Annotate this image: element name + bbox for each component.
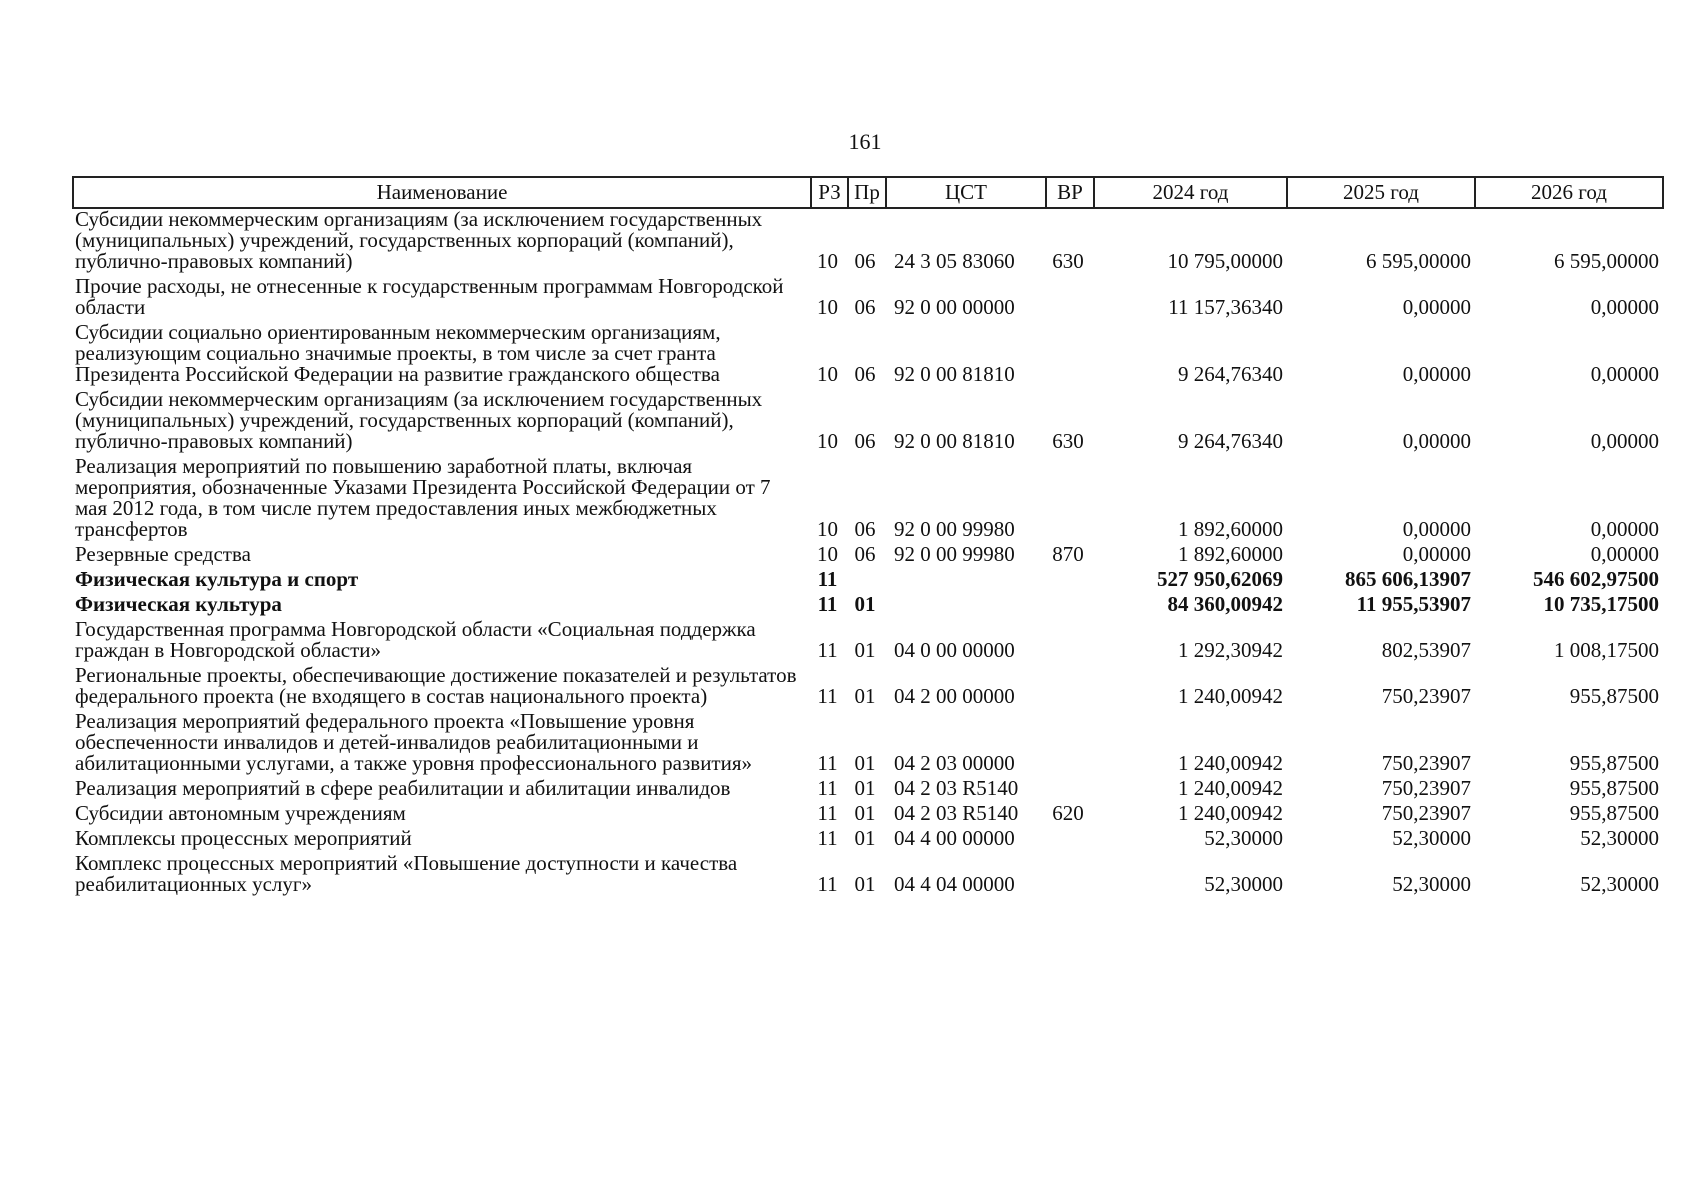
cell-cst: 92 0 00 81810: [894, 429, 1015, 453]
cell-2025: 52,30000: [1392, 872, 1471, 896]
cell-name: Физическая культура и спорт: [75, 567, 359, 591]
cell-name: Физическая культура: [75, 592, 282, 616]
cell-cst: 04 2 00 00000: [894, 684, 1015, 708]
cell-rz: 11: [817, 872, 838, 896]
header-2025: 2025 год: [1287, 177, 1475, 208]
cell-cst: 04 4 00 00000: [894, 826, 1015, 850]
cell-cst: 04 2 03 R5140: [894, 801, 1019, 825]
cell-2025: 750,23907: [1381, 776, 1471, 800]
cell-name: Реализация мероприятий в сфере реабилитации и абилитации инвалидов: [75, 776, 731, 800]
cell-vr: 630: [1052, 429, 1084, 453]
cell-rz: 10: [817, 295, 838, 319]
table-row: [73, 594, 1663, 619]
cell-name: Резервные средства: [75, 542, 251, 566]
cell-2026: 10 735,17500: [1543, 592, 1659, 616]
cell-2025: 865 606,13907: [1345, 567, 1471, 591]
header-2026: 2026 год: [1475, 177, 1663, 208]
cell-pr: 01: [854, 801, 876, 825]
cell-cst: [886, 569, 1046, 594]
cell-pr: 01: [854, 592, 876, 616]
cell-vr: 630: [1052, 249, 1084, 273]
cell-pr: 01: [854, 872, 876, 896]
table-row: [73, 389, 1663, 456]
cell-cst: 92 0 00 99980: [894, 517, 1015, 541]
cell-name: Субсидии автономным учреждениям: [75, 801, 406, 825]
cell-vr: [1046, 276, 1094, 322]
cell-rz: 11: [817, 776, 838, 800]
header-cst: ЦСТ: [886, 177, 1046, 208]
cell-2026: 955,87500: [1569, 776, 1659, 800]
cell-name: Государственная программа Новгородской области «Социальная поддержка граждан в Новгородской области»: [75, 617, 756, 662]
cell-cst: 04 0 00 00000: [894, 638, 1015, 662]
cell-2025: 750,23907: [1381, 801, 1471, 825]
cell-rz: 10: [817, 542, 838, 566]
cell-2025: 750,23907: [1381, 751, 1471, 775]
cell-2026: 52,30000: [1580, 826, 1659, 850]
cell-2026: 6 595,00000: [1554, 249, 1659, 273]
cell-pr: 06: [854, 429, 876, 453]
cell-2025: 750,23907: [1381, 684, 1471, 708]
cell-2024: 1 240,00942: [1178, 801, 1283, 825]
cell-pr: 06: [854, 542, 876, 566]
cell-2026: 1 008,17500: [1554, 638, 1659, 662]
cell-rz: 11: [817, 751, 838, 775]
header-vr: ВР: [1046, 177, 1094, 208]
cell-2024: 1 292,30942: [1178, 638, 1283, 662]
cell-rz: 10: [817, 362, 838, 386]
cell-name: Комплексы процессных мероприятий: [75, 826, 412, 850]
header-pr: Пр: [848, 177, 886, 208]
cell-2024: 9 264,76340: [1178, 362, 1283, 386]
table-header: [73, 177, 1663, 208]
cell-vr: [1046, 778, 1094, 803]
cell-pr: 01: [854, 638, 876, 662]
table-row: [73, 711, 1663, 778]
cell-name: Субсидии социально ориентированным некоммерческим организациям, реализующим социально значимые проекты, в том числе за счет гранта Президента Российской Федерации на развитие гражданского общества: [75, 320, 721, 386]
cell-2026: 546 602,97500: [1533, 567, 1659, 591]
cell-pr: 01: [854, 776, 876, 800]
cell-2026: 0,00000: [1590, 429, 1659, 453]
table-row: [73, 828, 1663, 853]
budget-table-container: [72, 176, 1662, 899]
header-name: Наименование: [73, 177, 811, 208]
table-row: [73, 569, 1663, 594]
cell-rz: 11: [817, 638, 838, 662]
cell-vr: [1046, 456, 1094, 544]
cell-pr: 06: [854, 362, 876, 386]
table-row: [73, 619, 1663, 665]
table-row: [73, 853, 1663, 899]
cell-name: Субсидии некоммерческим организациям (за исключением государственных (муниципальных) учреждений, государственных корпораций (компаний), публично-правовых компаний): [75, 387, 763, 453]
cell-cst: 92 0 00 99980: [894, 542, 1015, 566]
cell-vr: [1046, 322, 1094, 389]
cell-vr: 620: [1052, 801, 1084, 825]
cell-2025: 802,53907: [1381, 638, 1471, 662]
cell-cst: 04 4 04 00000: [894, 872, 1015, 896]
cell-2025: 0,00000: [1402, 542, 1471, 566]
cell-cst: 92 0 00 00000: [894, 295, 1015, 319]
cell-rz: 10: [817, 517, 838, 541]
cell-2025: 6 595,00000: [1366, 249, 1471, 273]
cell-2024: 11 157,36340: [1168, 295, 1283, 319]
cell-rz: 11: [817, 592, 838, 616]
table-row: [73, 456, 1663, 544]
cell-2026: 52,30000: [1580, 872, 1659, 896]
cell-cst: 24 3 05 83060: [894, 249, 1015, 273]
cell-2024: 1 892,60000: [1178, 542, 1283, 566]
cell-2024: 1 240,00942: [1178, 776, 1283, 800]
cell-cst: 04 2 03 R5140: [894, 776, 1019, 800]
cell-rz: 10: [817, 429, 838, 453]
table-row: [73, 665, 1663, 711]
cell-vr: [1046, 828, 1094, 853]
cell-2025: 0,00000: [1402, 517, 1471, 541]
cell-pr: 01: [854, 684, 876, 708]
cell-name: Комплекс процессных мероприятий «Повышение доступности и качества реабилитационных услуг»: [75, 851, 738, 896]
cell-2024: 84 360,00942: [1167, 592, 1283, 616]
cell-2024: 52,30000: [1204, 872, 1283, 896]
cell-2026: 955,87500: [1569, 801, 1659, 825]
cell-2026: 0,00000: [1590, 517, 1659, 541]
cell-2024: 10 795,00000: [1167, 249, 1283, 273]
cell-vr: [1046, 711, 1094, 778]
cell-pr: 01: [854, 751, 876, 775]
cell-vr: [1046, 569, 1094, 594]
table-row: [73, 208, 1663, 276]
budget-table: [72, 176, 1664, 899]
cell-2024: 527 950,62069: [1157, 567, 1283, 591]
cell-vr: 870: [1052, 542, 1084, 566]
page-number: 161: [848, 129, 882, 154]
cell-2024: 1 240,00942: [1178, 751, 1283, 775]
table-row: [73, 803, 1663, 828]
cell-rz: 11: [817, 826, 838, 850]
cell-2025: 0,00000: [1402, 429, 1471, 453]
cell-vr: [1046, 665, 1094, 711]
header-rz: РЗ: [811, 177, 848, 208]
cell-rz: 11: [817, 684, 838, 708]
cell-name: Прочие расходы, не отнесенные к государственным программам Новгородской области: [75, 274, 784, 319]
cell-pr: 01: [854, 826, 876, 850]
table-row: [73, 276, 1663, 322]
cell-2024: 1 240,00942: [1178, 684, 1283, 708]
cell-vr: [1046, 853, 1094, 899]
cell-name: Реализация мероприятий федерального проекта «Повышение уровня обеспеченности инвалидов и детей-инвалидов реабилитационными и абилитационными услугами, а также уровня профессионального развития»: [75, 709, 753, 775]
cell-2026: 955,87500: [1569, 751, 1659, 775]
cell-2025: 52,30000: [1392, 826, 1471, 850]
cell-pr: [848, 569, 886, 594]
cell-2026: 955,87500: [1569, 684, 1659, 708]
cell-rz: 11: [817, 567, 838, 591]
cell-2025: 0,00000: [1402, 295, 1471, 319]
cell-pr: 06: [854, 249, 876, 273]
cell-vr: [1046, 619, 1094, 665]
cell-name: Региональные проекты, обеспечивающие достижение показателей и результатов федерального проекта (не входящего в состав национального проекта): [75, 663, 797, 708]
cell-vr: [1046, 594, 1094, 619]
table-row: [73, 544, 1663, 569]
cell-name: Субсидии некоммерческим организациям (за исключением государственных (муниципальных) учреждений, государственных корпораций (компаний), публично-правовых компаний): [75, 207, 763, 273]
table-body: [73, 208, 1663, 899]
cell-2024: 1 892,60000: [1178, 517, 1283, 541]
cell-2025: 11 955,53907: [1356, 592, 1471, 616]
cell-2026: 0,00000: [1590, 295, 1659, 319]
table-row: [73, 778, 1663, 803]
cell-cst: [886, 594, 1046, 619]
cell-name: Реализация мероприятий по повышению заработной платы, включая мероприятия, обозначенные Указами Президента Российской Федерации от 7 мая 2012 года, в том числе путем предоставления иных межбюджетных трансфертов: [75, 454, 771, 541]
cell-rz: 10: [817, 249, 838, 273]
cell-cst: 04 2 03 00000: [894, 751, 1015, 775]
cell-cst: 92 0 00 81810: [894, 362, 1015, 386]
cell-pr: 06: [854, 295, 876, 319]
cell-rz: 11: [817, 801, 838, 825]
cell-2026: 0,00000: [1590, 542, 1659, 566]
cell-2024: 52,30000: [1204, 826, 1283, 850]
table-row: [73, 322, 1663, 389]
cell-2024: 9 264,76340: [1178, 429, 1283, 453]
cell-2025: 0,00000: [1402, 362, 1471, 386]
header-2024: 2024 год: [1094, 177, 1287, 208]
cell-2026: 0,00000: [1590, 362, 1659, 386]
cell-pr: 06: [854, 517, 876, 541]
